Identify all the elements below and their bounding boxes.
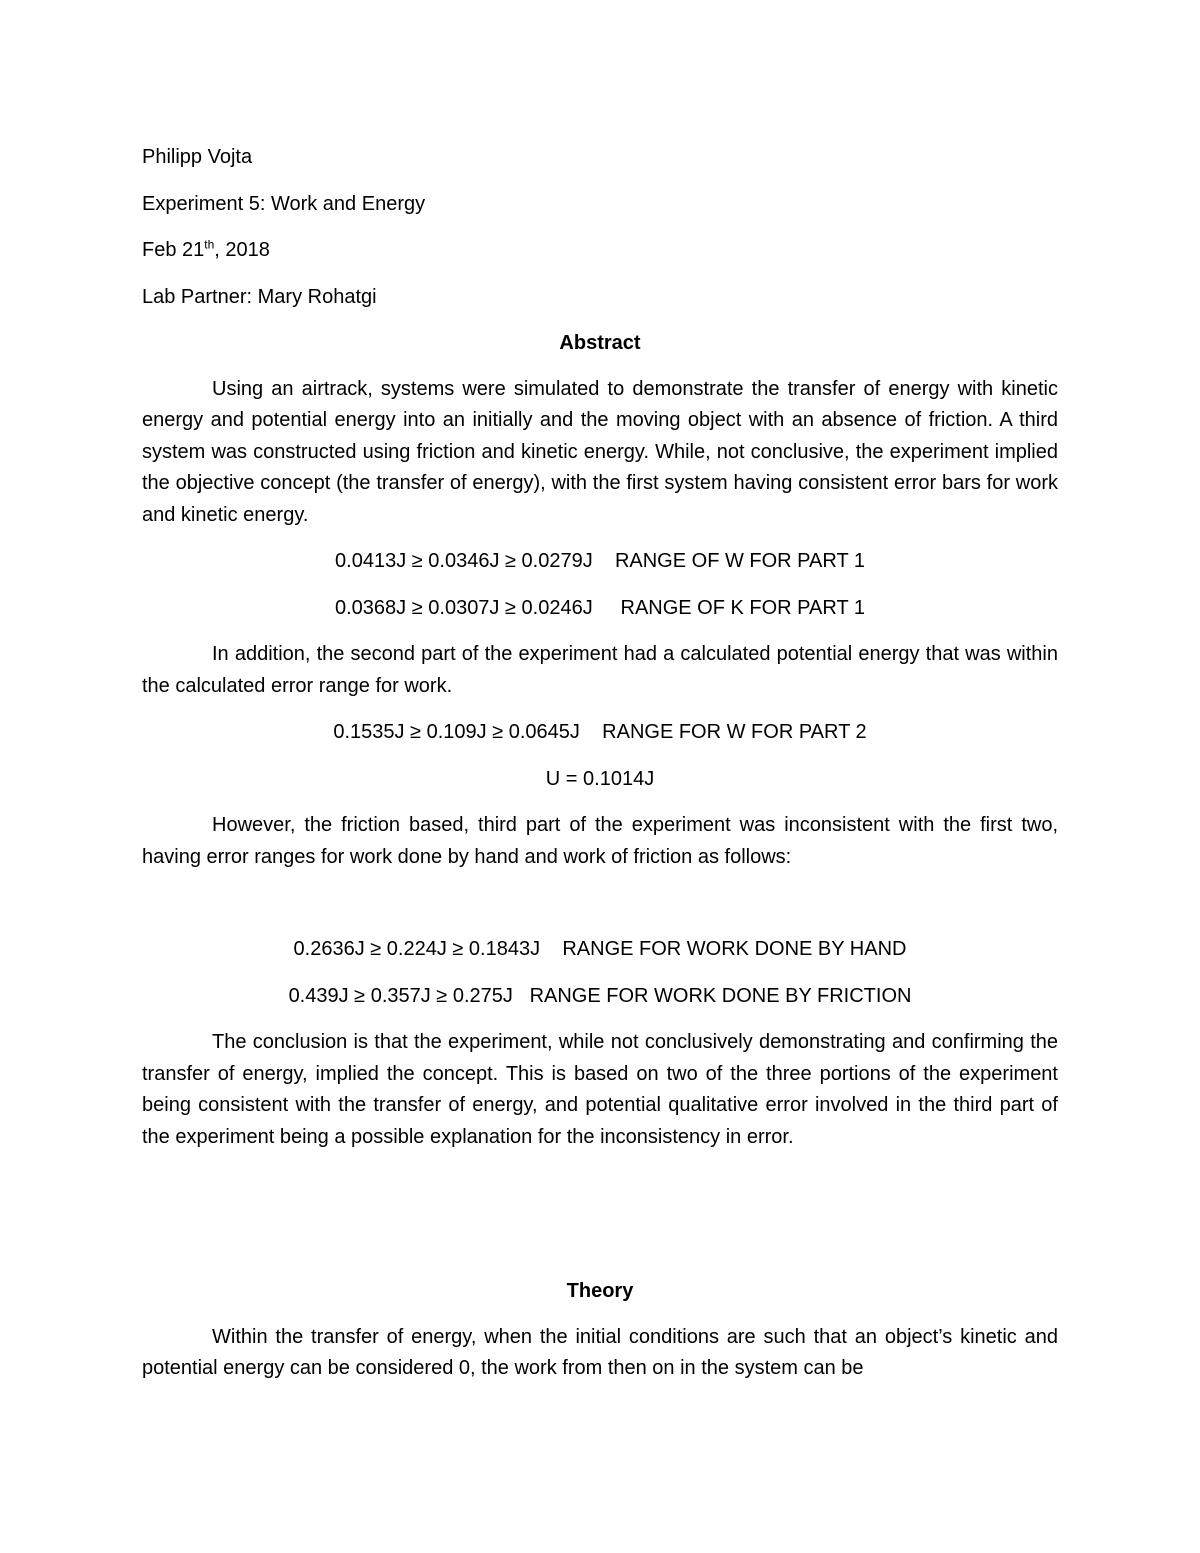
equation-values: 0.439J ≥ 0.357J ≥ 0.275J (288, 984, 513, 1007)
equation-values: 0.1535J ≥ 0.109J ≥ 0.0645J (333, 721, 580, 743)
report-date (142, 235, 1058, 267)
equation-k-part1 (142, 593, 1058, 625)
abstract-paragraph-1: Using an airtrack, systems were simulated to demonstrate the transfer of energy with kinetic energy and potential energy into an initially and the moving object with an absence of friction. A third system was constructed using friction and kinetic energy. While, not conclusive, the experiment implied the objective concept (the transfer of energy), with the first system having consistent error bars for work and kinetic energy. (142, 377, 1058, 526)
equation-work-by-friction (142, 981, 1058, 1013)
date-superscript: th (204, 237, 215, 252)
spacer (142, 888, 1058, 934)
spacer (142, 1168, 1058, 1276)
experiment-title: Experiment 5: Work and Energy (142, 192, 426, 215)
equation-label: RANGE FOR WORK DONE BY HAND (562, 938, 907, 960)
equation-w-part1 (142, 546, 1058, 578)
equation-label: RANGE OF W FOR PART 1 (614, 550, 865, 572)
equation-potential-energy: U = 0.1014J (545, 767, 655, 790)
equation-w-part2 (142, 717, 1058, 749)
equation-label: RANGE FOR WORK DONE BY FRICTION (529, 984, 912, 1007)
author-name: Philipp Vojta (142, 146, 253, 168)
theory-heading: Theory (566, 1280, 634, 1302)
abstract-heading: Abstract (559, 332, 641, 354)
equation-label: RANGE OF K FOR PART 1 (620, 596, 865, 619)
equation-values: 0.0368J ≥ 0.0307J ≥ 0.0246J (335, 596, 593, 619)
equation-label: RANGE FOR W FOR PART 2 (602, 721, 867, 743)
equation-values: 0.2636J ≥ 0.224J ≥ 0.1843J (293, 938, 541, 960)
abstract-paragraph-2: In addition, the second part of the experiment had a calculated potential energy that was within the calculated error range for work. (142, 643, 1058, 697)
date-tail: , 2018 (214, 239, 270, 261)
date-main: Feb 21 (142, 239, 205, 261)
abstract-paragraph-4: The conclusion is that the experiment, while not conclusively demonstrating and confirming the transfer of energy, implied the concept. This is based on two of the three portions of the experiment being consistent with the transfer of energy, and potential qualitative error involved in the third part of the experiment being a possible explanation for the inconsistency in error. (142, 1031, 1058, 1148)
equation-values: 0.0413J ≥ 0.0346J ≥ 0.0279J (335, 550, 593, 572)
abstract-paragraph-3: However, the friction based, third part of the experiment was inconsistent with the first two, having error ranges for work done by hand and work of friction as follows: (142, 814, 1058, 868)
document-content (142, 142, 1058, 1400)
theory-paragraph-1: Within the transfer of energy, when the initial conditions are such that an object’s kinetic and potential energy can be considered 0, the work from then on in the system can be (142, 1325, 1058, 1379)
lab-partner: Lab Partner: Mary Rohatgi (142, 285, 377, 308)
equation-work-by-hand (142, 934, 1058, 966)
